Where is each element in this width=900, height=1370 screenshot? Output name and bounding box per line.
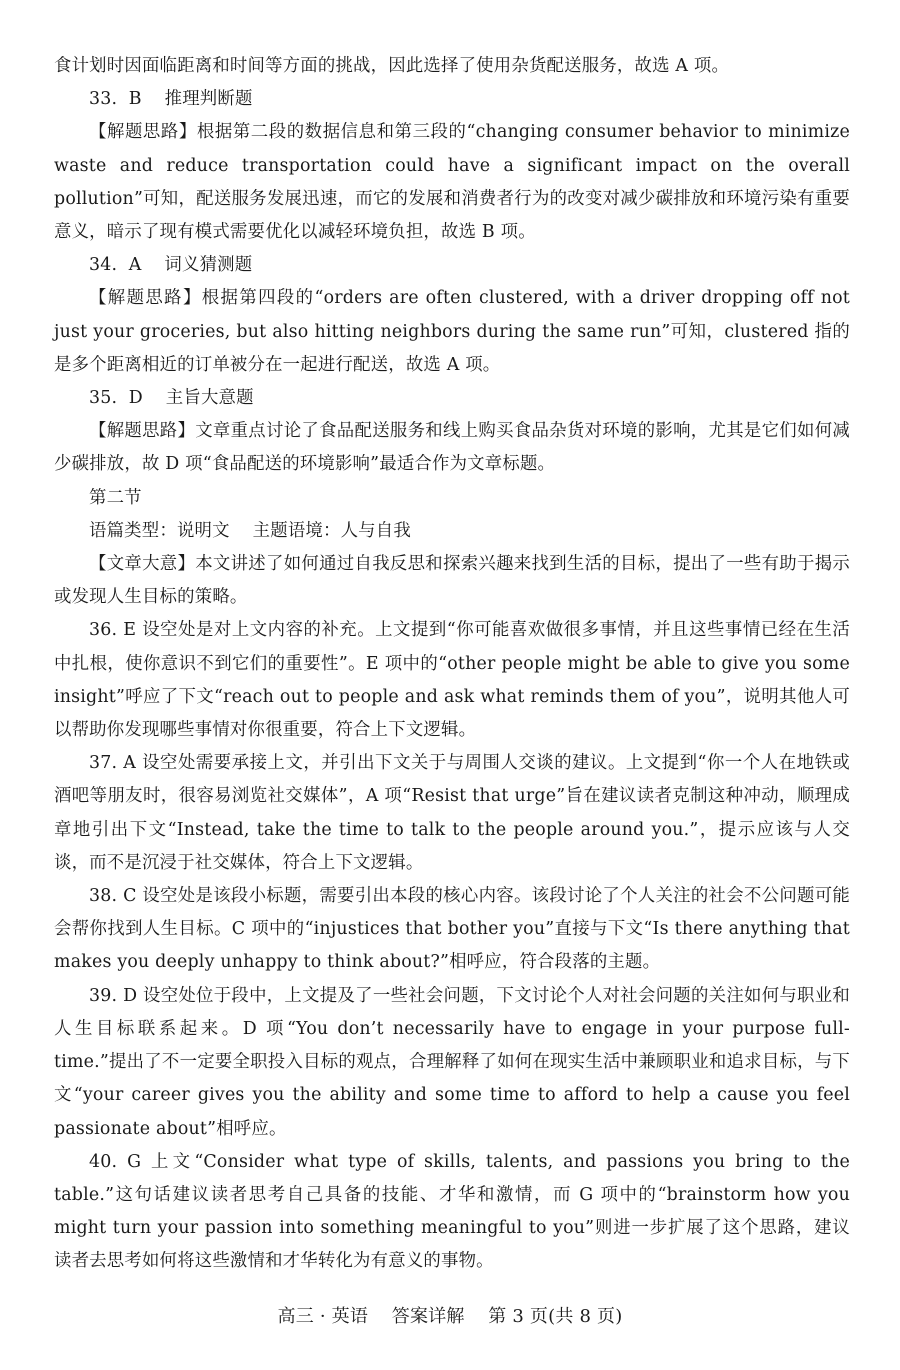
continued-explanation-q32: 食计划时因面临距离和时间等方面的挑战，因此选择了使用杂货配送服务，故选 A 项。 [54,56,730,76]
page-footer: 高三 · 英语 答案详解 第 3 页(共 8 页) [277,1306,623,1327]
question-37-explanation: 37. A 设空处需要承接上文，并引出下文关于与周围人交谈的建议。上文提到“你一个人在地铁或酒吧等朋友时，很容易浏览社交媒体”，A 项“Resist that urge”旨在建议读者克制这种冲动，顺理成章地引出下文“Instead, take the time to talk to the people around you.”，提示应该与人交谈，而不是沉浸于社交媒体，符合上下文逻辑。 [54,753,850,873]
question-39-explanation: 39. D 设空处位于段中，上文提及了一些社会问题，下文讨论个人对社会问题的关注如何与职业和人生目标联系起来。D 项“You don’t necessarily have to engage in your purpose full-time.”提出了不一定要全职投入目标的观点，合理解释了如何在现实生活中兼顾职业和追求目标，与下文“your career gives you the ability and some time to afford to help a cause you feel passionate about”相呼应。 [54,985,850,1139]
question-33-heading: 33. B 推理判断题 [89,89,253,110]
question-35-heading: 35. D 主旨大意题 [89,388,254,409]
passage-summary: 【文章大意】本文讲述了如何通过自我反思和探索兴趣来找到生活的目标，提出了一些有助于揭示或发现人生目标的策略。 [54,554,850,608]
question-36-explanation: 36. E 设空处是对上文内容的补充。上文提到“你可能喜欢做很多事情，并且这些事情已经在生活中扎根，使你意识不到它们的重要性”。E 项中的“other people might be able to give you some insight”呼应了下文“reach out to people and ask what reminds them of you”，说明其他人可以帮助你发现哪些事情对你很重要，符合上下文逻辑。 [54,620,850,741]
answer-explanations [54,50,850,1279]
passage-type-line: 语篇类型：说明文 主题语境：人与自我 [89,520,411,541]
section-heading: 第二节 [89,487,142,508]
question-40-explanation: 40. G 上文“Consider what type of skills, talents, and passions you bring to the table.”这句话建议读者思考自己具备的技能、才华和激情，而 G 项中的“brainstorm how you might turn your passion into something meaningful to you”则进一步扩展了这个思路，建议读者去思考如何将这些激情和才华转化为有意义的事物。 [54,1151,850,1272]
question-38-explanation: 38. C 设空处是该段小标题，需要引出本段的核心内容。该段讨论了个人关注的社会不公问题可能会帮你找到人生目标。C 项中的“injustices that bother you”直接与下文“Is there anything that makes you deeply unhappy to think about?”相呼应，符合段落的主题。 [54,886,850,973]
question-35-explanation: 【解题思路】文章重点讨论了食品配送服务和线上购买食品杂货对环境的影响，尤其是它们如何减少碳排放，故 D 项“食品配送的环境影响”最适合作为文章标题。 [54,421,850,475]
question-34-heading: 34. A 词义猜测题 [89,255,253,276]
question-33-explanation: 【解题思路】根据第二段的数据信息和第三段的“changing consumer behavior to minimize waste and reduce transportation could have a significant impact on the overall pollution”可知，配送服务发展迅速，而它的发展和消费者行为的改变对减少碳排放和环境污染有重要意义，暗示了现有模式需要优化以减轻环境负担，故选 B 项。 [54,122,850,243]
question-34-explanation: 【解题思路】根据第四段的“orders are often clustered, with a driver dropping off not just your groceries, but also hitting neighbors during the same run”可知，clustered 指的是多个距离相近的订单被分在一起进行配送，故选 A 项。 [54,288,850,375]
